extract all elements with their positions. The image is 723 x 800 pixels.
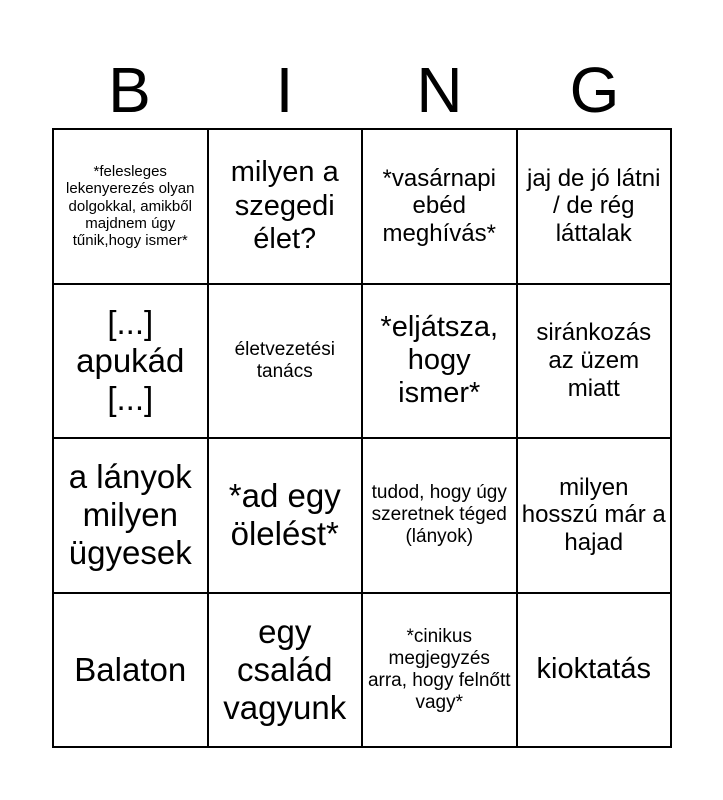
bingo-cell[interactable]: *ad egy ölelést* <box>209 439 364 594</box>
header-letter-n: N <box>416 54 463 126</box>
bingo-cell[interactable]: jaj de jó látni / de rég láttalak <box>518 130 673 285</box>
bingo-cell[interactable]: milyen a szegedi élet? <box>209 130 364 285</box>
bingo-cell[interactable]: tudod, hogy úgy szeretnek téged (lányok) <box>363 439 518 594</box>
bingo-cell[interactable]: [...] apukád [...] <box>54 285 209 440</box>
bingo-cell[interactable]: a lányok milyen ügyesek <box>54 439 209 594</box>
bingo-header <box>52 52 672 128</box>
bingo-cell[interactable]: Balaton <box>54 594 209 749</box>
bingo-cell[interactable]: *eljátsza, hogy ismer* <box>363 285 518 440</box>
header-letter-b: B <box>108 54 151 126</box>
bingo-cell[interactable]: egy család vagyunk <box>209 594 364 749</box>
bingo-cell[interactable]: milyen hosszú már a hajad <box>518 439 673 594</box>
bingo-cell[interactable]: *felesleges lekenyerezés olyan dolgokkal, amikből majdnem úgy tűnik,hogy ismer* <box>54 130 209 285</box>
bingo-cell[interactable]: életvezetési tanács <box>209 285 364 440</box>
header-letter-i: I <box>275 54 294 126</box>
bingo-grid <box>52 128 672 748</box>
bingo-cell[interactable]: siránkozás az üzem miatt <box>518 285 673 440</box>
bingo-cell[interactable]: *cinikus megjegyzés arra, hogy felnőtt vagy* <box>363 594 518 749</box>
header-letter-g: G <box>569 54 620 126</box>
bingo-cell[interactable]: kioktatás <box>518 594 673 749</box>
bingo-cell[interactable]: *vasárnapi ebéd meghívás* <box>363 130 518 285</box>
